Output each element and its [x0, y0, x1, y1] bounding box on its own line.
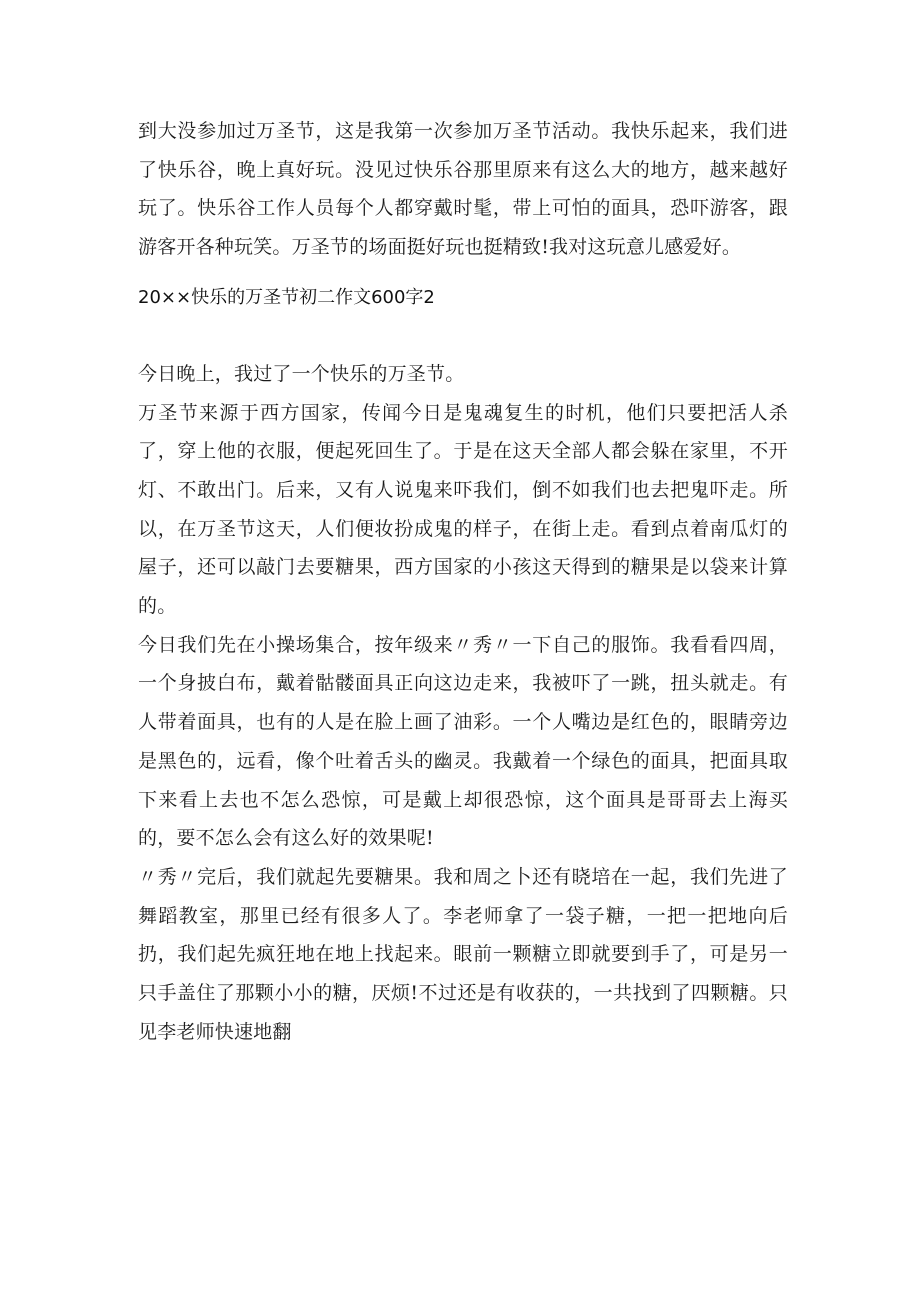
paragraph-1: 今日晚上，我过了一个快乐的万圣节。 [138, 362, 465, 385]
paragraph-3: 今日我们先在小操场集合，按年级来〃秀〃一下自己的服饰。我看看四周，一个身披白布，戴着骷髅面具正向这边走来，我被吓了一跳，扭头就走。有人带着面具，也有的人是在脸上画了油彩。一个人嘴边是红色的，眼睛旁边是黑色的，远看，像个吐着舌头的幽灵。我戴着一个绿色的面具，把面具取下来看上去也不怎么恐惊，可是戴上却很恐惊，这个面具是哥哥去上海买的，要不怎么会有这么好的效果呢! [138, 633, 788, 850]
paragraph-2: 万圣节来源于西方国家，传闻今日是鬼魂复生的时机，他们只要把活人杀了，穿上他的衣服，便起死回生了。于是在这天全部人都会躲在家里，不开灯、不敢出门。后来，又有人说鬼来吓我们，倒不如我们也去把鬼吓走。所以，在万圣节这天，人们便妆扮成鬼的样子，在街上走。看到点着南瓜灯的屋子，还可以敲门去要糖果，西方国家的小孩这天得到的糖果是以袋来计算的。 [138, 401, 788, 618]
paragraph-4: 〃秀〃完后，我们就起先要糖果。我和周之卜还有晓培在一起，我们先进了舞蹈教室，那里已经有很多人了。李老师拿了一袋子糖，一把一把地向后扔，我们起先疯狂地在地上找起来。眼前一颗糖立即就要到手了，可是另一只手盖住了那颗小小的糖，厌烦!不过还是有收获的，一共找到了四颗糖。只见李老师快速地翻 [138, 865, 788, 1043]
spacer [138, 317, 788, 355]
document-page [138, 112, 788, 1051]
section-heading: 20××快乐的万圣节初二作文600字2 [138, 286, 435, 308]
paragraph-intro: 到大没参加过万圣节，这是我第一次参加万圣节活动。我快乐起来，我们进了快乐谷，晚上真好玩。没见过快乐谷那里原来有这么大的地方，越来越好玩了。快乐谷工作人员每个人都穿戴时髦，带上可怕的面具，恐吓游客，跟游客开各种玩笑。万圣节的场面挺好玩也挺精致!我对这玩意儿感爱好。 [138, 120, 788, 259]
